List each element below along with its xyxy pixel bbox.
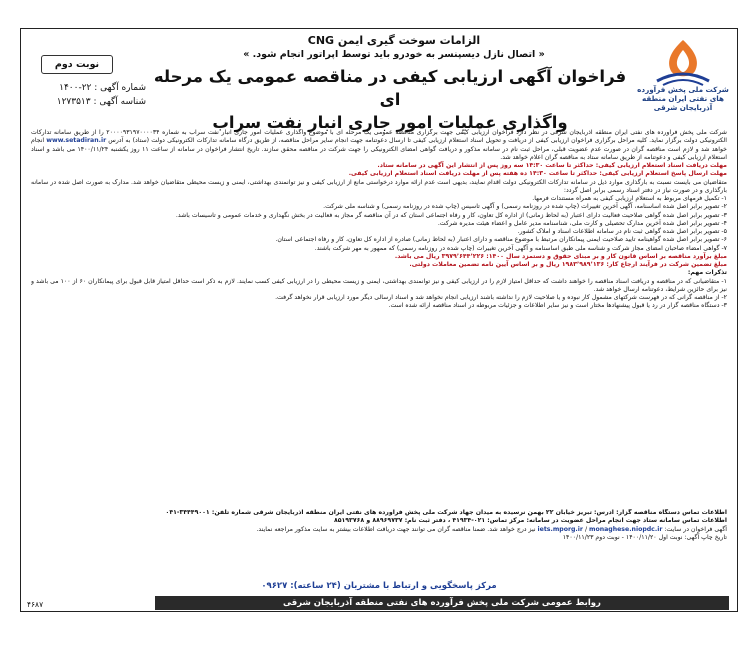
contact-setad: اطلاعات تماس سامانه ستاد جهت انجام مراحل عضویت در سامانه: مرکز تماس: ۰۲۱-۴۱۹۳۴ ، دفتر ثبت نام: ۸۸۹۶۹۷۳۷ و ۸۵۱۹۳۷۶۸: [333, 517, 727, 525]
contact-sites: آگهی فراخوان در سایت: iets.mporg.ir / monaghese.niopdc.ir نیز درج خواهد شد. ضمنا مناقصه گران می توانند جهت دریافت اطلاعات بیشتر به سایت مذکور مراجعه نمایند.: [256, 525, 727, 533]
iets-link[interactable]: iets.mporg.ir: [537, 525, 583, 533]
requirement-item: ۴- تصویر برابر اصل شده آخرین مدارک تحصیلی و کارت ملی، شناسنامه مدیر عامل و اعضاء هیئت مدیره شرکت.: [437, 219, 727, 227]
deadline-receive: مهلت دریافت اسناد استعلام ارزیابی کیفی: حداکثر تا ساعت ۱۴:۳۰ سه روز پس از انتشار این آگهی در سامانه ستاد.: [377, 162, 727, 169]
notice-number: شماره آگهی : ۲۲-۱۴۰۰: [59, 83, 146, 93]
contact-section: [31, 509, 727, 579]
requirement-item: ۲- تصویر برابر اصل شده اساسنامه، آگهی آخرین تغییرات (چاپ شده در روزنامه رسمی) و آگهی تاسیس (چاپ شده در روزنامه رسمی) و شناسه ملی شرکت.: [323, 203, 727, 211]
public-relations-footer: روابط عمومی شرکت ملی پخش فرآورده های نفتی منطقه آذربایجان شرقی: [155, 596, 729, 610]
estimated-cost: مبلغ برآورد مناقصه بر اساس قانون کار و بر مبنای حقوق و دستمزد سال ۱۴۰۰: ۳۹۷۹٬۶۴۴٬۲۲۶ ریال می باشد.: [394, 252, 727, 260]
requirement-line-2: « اتصال نازل دیسپنسر به خودرو باید توسط اپراتور انجام شود. »: [243, 49, 545, 60]
applicants-note: متقاضیان می بایست نسبت به بارگذاری موارد ذیل در سامانه تدارکات الکترونیکی دولت اقدام نمایند، بدیهی است عدم ارائه موارد درخواستی مانع از ارزیابی کیفی و نیز توانمندی بهداشتی، ایمنی و زیست محیطی متقاضیان خواهد شد. مدارک به صورت اصل شده در سامانه بارگذاری و در صورت نیاز در دفتر اسناد رسمی برابر اصل گردد:: [31, 178, 727, 194]
guarantee-amount: مبلغ تضمین شرکت در فرآیند ارجاع کار: ۱۹۸۳٬۹۸۹٬۱۳۶ ریال و بر اساس آیین نامه تضمین معاملات دولتی.: [409, 261, 727, 268]
niopdc-logo-icon: [637, 37, 729, 89]
notice-body: [31, 129, 727, 507]
notes-heading: تذکرات مهم:: [687, 269, 727, 277]
logo-caption: شرکت ملی پخش فرآورده های نفتی ایران منطقه آذربایجان شرقی: [637, 85, 729, 112]
intro-paragraph: شرکت ملی پخش فرآورده های نفتی ایران منطقه آذربایجان شرقی در نظر دارد فراخوان ارزیابی کیفی جهت برگزاری مناقصه عمومی یک مرحله ای با موضوع واگذاری عملیات امور جاری انبار نفت سراب به شماره ۲۰۰۰۰۹۳۱۹۷۰۰۰۰۳۴ را از طریق سامانه تدارکات الکترونیکی دولت برگزار نماید. کلیه مراحل برگزاری فراخوان ارزیابی کیفی از دریافت و تحویل اسناد استعلام ارزیابی کیفی تا ارسال دعوتنامه جهت انجام سایر مراحل مناقصه، از طریق درگاه سامانه تدارکات الکترونیکی دولت (ستاد) به آدرس www.setadiran.ir انجام خواهد شد و لازم است مناقصه گران در صورت عدم عضویت قبلی، مراحل ثبت نام در سامانه مذکور و دریافت گواهی امضای الکترونیکی را جهت شرکت در مناقصه محقق سازند. تاریخ انتشار فراخوان در سامانه از ساعت ۱۱ روز یکشنبه ۱۴۰۰/۱۱/۲۴ می باشد و اسناد استعلام ارزیابی کیفی و دعوتنامه از طریق سامانه ستاد به مناقصه گران اعلام خواهد شد.: [31, 129, 727, 161]
setadiran-link[interactable]: www.setadiran.ir: [46, 137, 107, 145]
contact-organizer: اطلاعات تماس دستگاه مناقصه گزار: آدرس: تبریز خیابان ۲۲ بهمن نرسیده به میدان جهاد شرکت ملی پخش فرآورده های نفتی ایران منطقه آذربایجان شرقی شماره تلفن: ۳۴۴۴۹۰۰۱-۰۴۱: [165, 509, 727, 516]
title-line-1: فراخوان آگهی ارزیابی کیفی در مناقصه عمومی یک مرحله ای: [153, 67, 627, 109]
print-dates: تاریخ چاپ آگهی: نوبت اول ۱۴۰۰/۱۱/۲۰ - نوبت دوم ۱۴۰۰/۱۱/۲۳: [562, 533, 727, 541]
requirement-item: ۳- تصویر برابر اصل شده گواهی صلاحیت فعالیت دارای اعتبار (به لحاظ زمانی) از اداره کل تعاون، کار و رفاه اجتماعی استان که در آن مناقصه گر مجاز به فعالیت در بخش نگهداری و خدمات عمومی و تاسیسات باشد.: [175, 211, 727, 219]
requirement-item: ۷- گواهی امضاء صاحبان امضای مجاز شرکت و شناسه ملی طبق اساسنامه و آگهی آخرین تغییرات (چاپ شده در روزنامه رسمی) که ممهور به مهر شرکت باشند.: [314, 244, 727, 252]
requirement-item: ۶- تصویر برابر اصل شده گواهینامه تایید صلاحیت ایمنی پیمانکاران مرتبط با موضوع مناقصه و دارای اعتبار (به لحاظ زمانی) صادره از اداره کل تعاون، کار و رفاه اجتماعی استان.: [275, 236, 727, 244]
monaghese-link[interactable]: monaghese.niopdc.ir: [589, 525, 663, 533]
note-item: ۲- از مناقصه گرانی که در فهرست شرکتهای مشمول کار نبوده و یا صلاحیت لازم را نداشته باشند ارزیابی انجام نخواهد شد و اسناد ارسالی دیگر مورد ارزیابی قرار نخواهد گرفت.: [275, 294, 727, 301]
print-code: ۴۶۸۷: [27, 600, 44, 609]
call-center-line: مرکز پاسخگویی و ارتباط با مشتریان (۲۴ ساعته): ۰۹۶۲۷: [261, 581, 497, 591]
tender-notice: [20, 28, 738, 612]
notice-title: [153, 65, 627, 134]
notice-id: شناسه آگهی : ۱۲۷۳۵۱۳: [56, 97, 146, 107]
requirement-item: ۱- تکمیل فرمهای مربوط به استعلام ارزیابی کیفی به همراه مستندات فرمها.: [532, 195, 727, 202]
notice-meta: [31, 81, 146, 109]
note-item: ۳- دستگاه مناقصه گزار در رد یا قبول پیشنهادها مختار است و نیز سایر اطلاعات و جزئیات مربوطه در اسناد مناقصه ارائه شده است.: [388, 302, 727, 310]
note-item: ۱- متقاضیانی که در مناقصه و دریافت اسناد مناقصه را خواهند داشت که حداقل امتیاز لازم را در ارزیابی کیفی و نیز توانمندی بهداشتی، ایمنی و زیست محیطی را در ارزیابی کیفی کسب نمایند. لازم به ذکر است حداقل امتیاز قابل قبول برای پیمانکاران ۶۰ از ۱۰۰ می باشد و نیز برای حائزین شرایط، دعوتنامه ارسال خواهد شد.: [31, 277, 727, 293]
requirement-item: ۵- تصویر برابر اصل شده گواهی ثبت نام در سامانه اطلاعات اسناد و املاک کشور.: [517, 228, 727, 235]
notice-header: [21, 29, 737, 132]
requirement-line-1: الزامات سوخت گیری ایمن CNG: [307, 34, 481, 47]
round-badge: نوبت دوم: [41, 55, 113, 74]
title-line-2: واگذاری عملیات امور جاری انبار نفت سراب: [212, 113, 568, 132]
deadline-send: مهلت ارسال پاسخ استعلام ارزیابی کیفی: حداکثر تا ساعت ۱۴:۳۰ ده هفته پس از مهلت دریافت اسناد استعلام ارزیابی کیفی.: [348, 170, 727, 178]
cng-requirements: [171, 33, 617, 61]
